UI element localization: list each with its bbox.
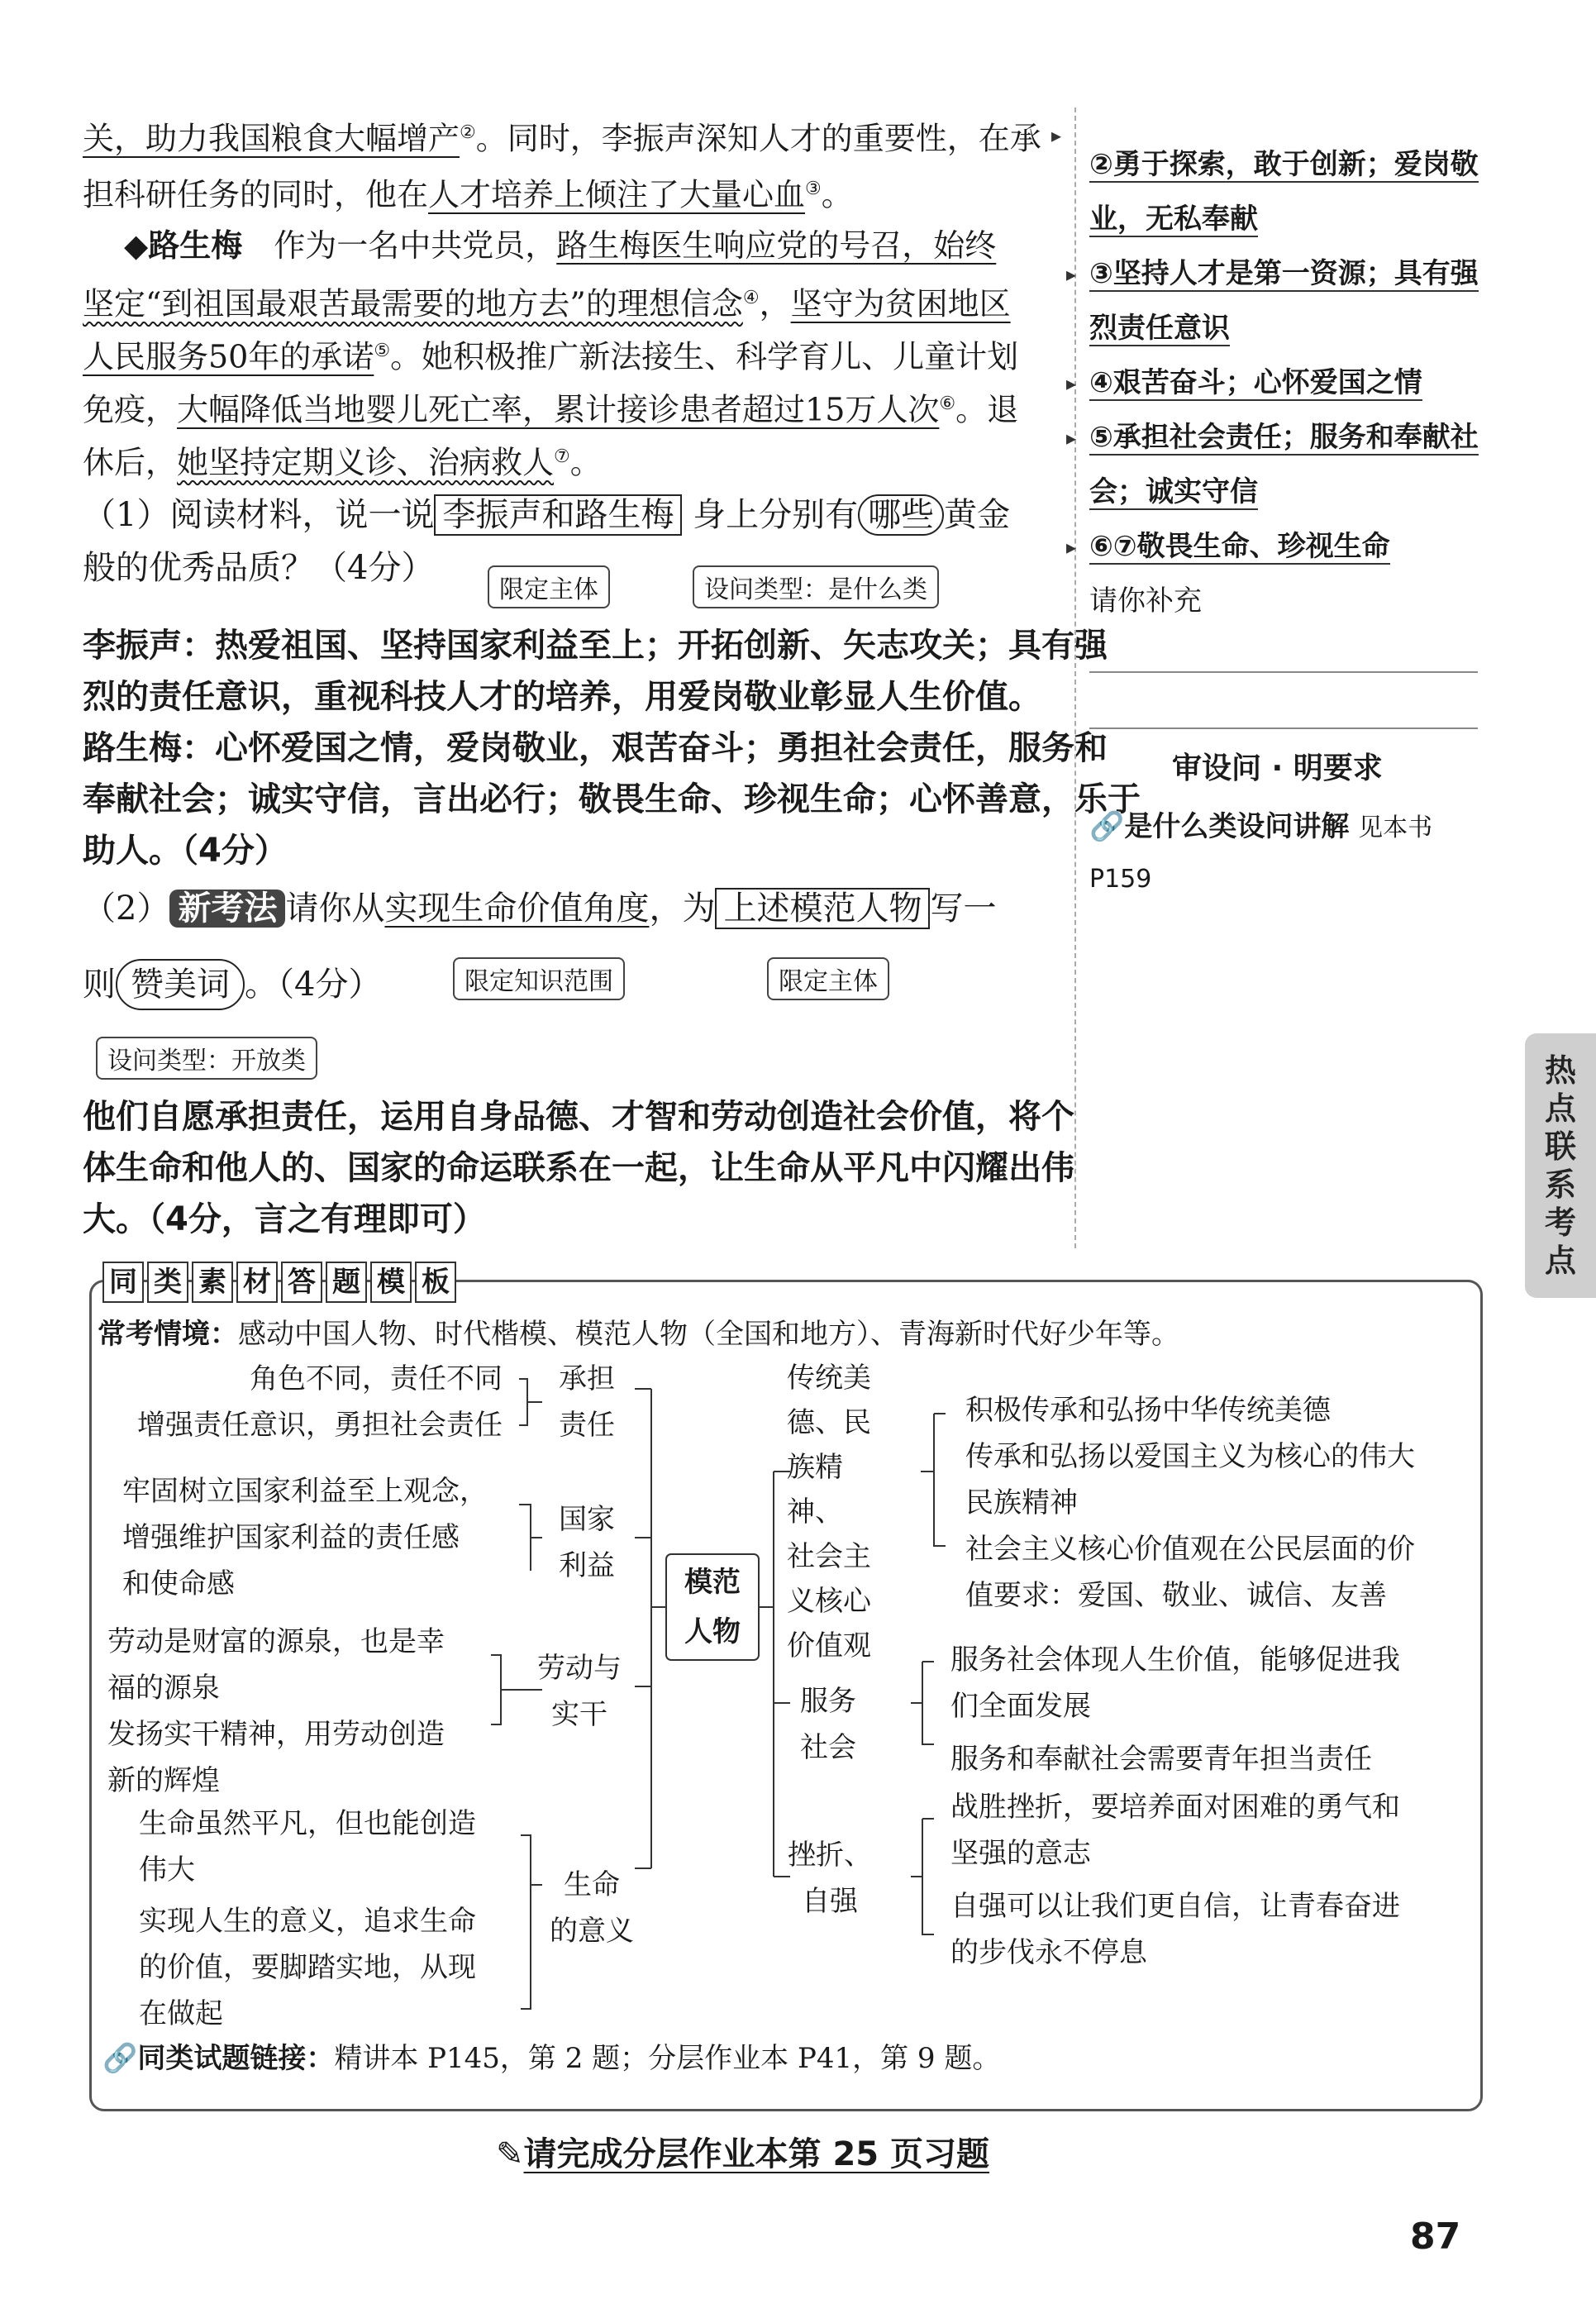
- side-note-3b: 烈责任意识: [1089, 312, 1230, 345]
- side-heading: 审设问 · 明要求: [1172, 751, 1383, 785]
- tradition-label: 传统美 德、民 族精神、 社会主 义核心 价值观: [787, 1362, 871, 1662]
- side-note-2: ②勇于探索，敢于创新；爱岗敬: [1089, 148, 1479, 181]
- tradition-item: 传承和弘扬以爱国主义为核心的伟大: [965, 1440, 1415, 1473]
- passage-line-3: ◆路生梅 作为一名中共党员，路生梅医生响应党的号召，始终: [124, 227, 997, 264]
- tradition-item: 值要求：爱国、敬业、诚信、友善: [965, 1579, 1387, 1612]
- link-icon: 🔗: [102, 2042, 138, 2075]
- labor-label: 劳动与 实干: [537, 1652, 622, 1731]
- frustration-item: 的步伐永不停息: [950, 1936, 1147, 1969]
- arrow-icon: ▸: [1066, 536, 1077, 559]
- q2-tag-type: 设问类型：开放类: [96, 1037, 317, 1080]
- serve-item: 服务社会体现人生价值，能够促进我: [950, 1643, 1400, 1677]
- answer-1-line: 奉献社会；诚实守信，言出必行；敬畏生命、珍视生命；心怀善意，乐于: [83, 780, 1141, 818]
- passage-line-2: 担科研任务的同时，他在人才培养上倾注了大量心血③。: [83, 176, 853, 213]
- labor-item: 福的源泉: [107, 1672, 220, 1705]
- nation-item: 增强维护国家利益的责任感: [122, 1521, 460, 1554]
- arrow-icon: ▸: [1066, 427, 1077, 450]
- life-item: 在做起: [139, 1997, 223, 2030]
- serve-label: 服务 社会: [800, 1685, 856, 1764]
- arrow-icon: ▸: [1066, 263, 1077, 286]
- side-note-6-7: ⑥⑦敬畏生命、珍视生命: [1089, 530, 1390, 563]
- q1-tag-subject: 限定主体: [488, 565, 610, 608]
- answer-1-line: 助人。（4分）: [83, 832, 288, 870]
- q2-oval: 赞美词: [116, 959, 245, 1010]
- life-item: 生命虽然平凡，但也能创造: [139, 1807, 476, 1840]
- tradition-item: 民族精神: [965, 1486, 1078, 1519]
- link-icon: 🔗: [1089, 810, 1125, 843]
- hotspot-tab: 热 点 联 系 考 点: [1525, 1033, 1596, 1298]
- nation-item: 牢固树立国家利益至上观念，: [122, 1475, 488, 1508]
- question-2: （2） 新考法 请你从实现生命价值角度，为 上述模范人物 写一: [83, 890, 997, 928]
- life-item: 伟大: [139, 1853, 195, 1887]
- labor-item: 发扬实干精神，用劳动创造: [107, 1718, 445, 1751]
- new-method-badge: 新考法: [169, 890, 285, 928]
- similar-questions-link[interactable]: 🔗同类试题链接：精讲本 P145，第 2 题；分层作业本 P41，第 9 题。: [102, 2042, 1001, 2075]
- question-1: （1）阅读材料，说一说 李振声和路生梅 身上分别有 哪些 黄金: [83, 496, 1011, 534]
- duty-label: 承担 责任: [559, 1362, 615, 1442]
- passage-line-6: 免疫，大幅降低当地婴儿死亡率，累计接诊患者超过15万人次⑥。退: [83, 391, 1019, 428]
- duty-item: 增强责任意识，勇担社会责任: [137, 1409, 503, 1442]
- q2-tag-range: 限定知识范围: [453, 957, 625, 1000]
- tradition-item: 积极传承和弘扬中华传统美德: [965, 1394, 1331, 1427]
- answer-1-line: 烈的责任意识，重视科技人才的培养，用爱岗敬业彰显人生价值。: [83, 678, 1041, 716]
- side-note-5b: 会；诚实守信: [1089, 475, 1258, 508]
- frustration-item: 战胜挫折，要培养面对困难的勇气和: [950, 1791, 1400, 1824]
- side-note-4: ④艰苦奋斗；心怀爱国之情: [1089, 366, 1422, 399]
- frustration-label: 挫折、 自强: [788, 1839, 872, 1918]
- side-link[interactable]: 🔗是什么类设问讲解 见本书: [1089, 810, 1433, 843]
- tradition-item: 社会主义核心价值观在公民层面的价: [965, 1533, 1415, 1566]
- center-node: 模范 人物: [684, 1566, 741, 1648]
- life-label: 生命 的意义: [550, 1868, 634, 1948]
- arrow-icon: ▸: [1051, 124, 1062, 147]
- answer-1-line: 路生梅：心怀爱国之情，爱岗敬业，艰苦奋斗；勇担社会责任，服务和: [83, 729, 1108, 767]
- nation-label: 国家 利益: [559, 1503, 615, 1582]
- labor-item: 劳动是财富的源泉，也是幸: [107, 1625, 445, 1658]
- template-header: 同 类 素 材 答 题 模 板: [102, 1262, 460, 1303]
- pen-icon: ✎: [496, 2135, 524, 2173]
- answer-2-line: 他们自愿承担责任，运用自身品德、才智和劳动创造社会价值，将个: [83, 1098, 1074, 1136]
- side-note-2b: 业，无私奉献: [1089, 203, 1258, 236]
- question-2-line-2: 则 赞美词 。（4分）: [83, 959, 381, 1010]
- q1-oval: 哪些: [858, 494, 944, 536]
- divider: [1089, 727, 1478, 729]
- life-item: 的价值，要脚踏实地，从现: [139, 1951, 476, 1984]
- side-link-page: P159: [1089, 865, 1152, 894]
- q2-subject-box: 上述模范人物: [715, 888, 930, 929]
- homework-prompt: ✎请完成分层作业本第 25 页习题: [496, 2135, 990, 2173]
- passage-line-1: 关，助力我国粮食大幅增产②。同时，李振声深知人才的重要性，在承: [83, 120, 1041, 157]
- arrow-icon: ▸: [1066, 372, 1077, 395]
- duty-item: 角色不同，责任不同: [250, 1362, 503, 1395]
- labor-item: 新的辉煌: [107, 1764, 220, 1797]
- page-number: 87: [1410, 2216, 1461, 2258]
- answer-1-line: 李振声：热爱祖国、坚持国家利益至上；开拓创新、矢志攻关；具有强: [83, 627, 1108, 665]
- side-note-3: ③坚持人才是第一资源；具有强: [1089, 257, 1479, 290]
- q1-subject-box: 李振声和路生梅: [434, 494, 682, 536]
- passage-line-7: 休后，她坚持定期义诊、治病救人⑦。: [83, 444, 602, 481]
- answer-2-line: 体生命和他人的、国家的命运联系在一起，让生命从平凡中闪耀出伟: [83, 1149, 1074, 1187]
- side-note-supplement: 请你补充: [1089, 584, 1202, 618]
- life-item: 实现人生的意义，追求生命: [139, 1905, 476, 1938]
- serve-item: 们全面发展: [950, 1690, 1091, 1723]
- q2-tag-subject: 限定主体: [767, 957, 889, 1000]
- q1-tag-type: 设问类型：是什么类: [693, 565, 939, 608]
- template-scene: 常考情境：感动中国人物、时代楷模、模范人物（全国和地方）、青海新时代好少年等。: [98, 1318, 1179, 1351]
- passage-line-4: 坚定“到祖国最艰苦最需要的地方去”的理想信念④，坚守为贫困地区: [83, 285, 1011, 322]
- divider: [1089, 671, 1478, 673]
- side-note-5: ⑤承担社会责任；服务和奉献社: [1089, 421, 1479, 454]
- nation-item: 和使命感: [122, 1567, 235, 1600]
- frustration-item: 自强可以让我们更自信，让青春奋进: [950, 1890, 1400, 1923]
- passage-line-5: 人民服务50年的承诺⑤。她积极推广新法接生、科学育儿、儿童计划: [83, 338, 1019, 375]
- frustration-item: 坚强的意志: [950, 1837, 1091, 1870]
- question-1-line-2: 般的优秀品质？（4分）: [83, 549, 435, 587]
- answer-2-line: 大。（4分，言之有理即可）: [83, 1200, 486, 1238]
- serve-item: 服务和奉献社会需要青年担当责任: [950, 1743, 1372, 1776]
